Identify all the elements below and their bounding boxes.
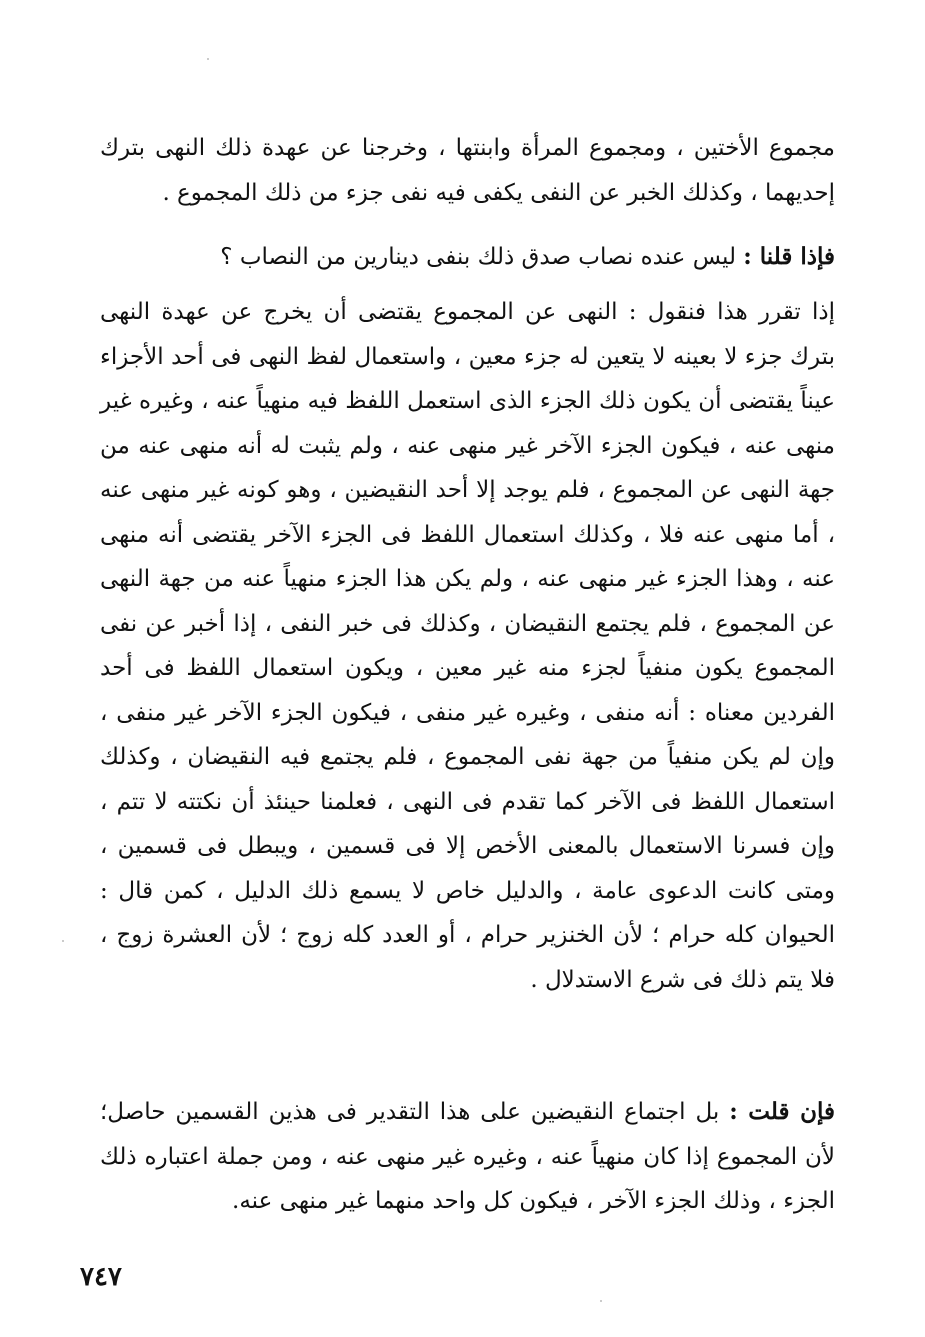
scan-speck [207,58,209,60]
paragraph-3-text: إذا تقرر هذا فنقول : النهى عن المجموع يقتضى أن يخرج عن عهدة النهى بترك جزء لا بعينه لا يتعين له جزء معين ، واستعمال لفظ النهى فى أحد الأجزاء عيناً يقتضى أن يكون ذلك الجزء الذى استعمل اللفظ فيه منهياً عنه ، وغيره غير منهى عنه ، فيكون الجزء الآخر غير منهى عنه ، ولم يثبت له أنه منهى عنه من جهة النهى عن المجموع ، فلم يوجد إلا أحد النقيضين ، وهو كونه غير منهى عنه ، أما منهى عنه فلا ، وكذلك استعمال اللفظ فى الجزء الآخر يقتضى أنه منهى عنه ، وهذا الجزء غير منهى عنه ، ولم يكن هذا الجزء منهياً عنه من جهة النهى عن المجموع ، فلم يجتمع النقيضان ، وكذلك فى خبر النفى ، إذا أخبر عن نفى المجموع يكون منفياً لجزء منه غير معين ، ويكون استعمال اللفظ فى أحد الفردين معناه : أنه منفى ، وغيره غير منفى ، فيكون الجزء الآخر غير منفى ، وإن لم يكن منفياً من جهة نفى المجموع ، فلم يجتمع فيه النقيضان ، وكذلك استعمال اللفظ فى الآخر كما تقدم فى النهى ، فعلمنا حينئذ أن نكتته لا تتم ، وإن فسرنا الاستعمال بالمعنى الأخص إلا فى قسمين ، ويبطل فى قسمين ، ومتى كانت الدعوى عامة ، والدليل خاص لا يسمع ذلك الدليل ، كمن قال : الحيوان كله حرام ؛ لأن الخنزير حرام ، أو العدد كله زوج ؛ لأن العشرة زوج ، فلا يتم ذلك فى شرع الاستدلال . [100,299,835,993]
page-number: ٧٤٧ [80,1262,122,1292]
paragraph-1 [100,126,835,215]
paragraph-4-text: بل اجتماع النقيضين على هذا التقدير فى هذين القسمين حاصل؛ لأن المجموع إذا كان منهياً عنه ، وغيره غير منهى عنه ، ومن جملة اعتباره ذلك الجزء ، وذلك الجزء الآخر ، فيكون كل واحد منهما غير منهى عنه. [100,1099,835,1214]
paragraph-2-lead: فإذا قلنا : [743,243,835,270]
paragraph-2 [100,235,835,280]
paragraph-2-text: ليس عنده نصاب صدق ذلك بنفى دينارين من النصاب ؟ [220,244,744,270]
paragraph-4 [100,1090,835,1224]
paragraph-1-text: مجموع الأختين ، ومجموع المرأة وابنتها ، وخرجنا عن عهدة ذلك النهى بترك إحديهما ، وكذلك الخبر عن النفى يكفى فيه نفى جزء من ذلك المجموع . [100,135,835,206]
scan-speck [62,940,64,942]
scan-speck [600,1300,602,1302]
paragraph-3 [100,290,835,1002]
paragraph-4-lead: فإن قلت : [729,1098,835,1125]
